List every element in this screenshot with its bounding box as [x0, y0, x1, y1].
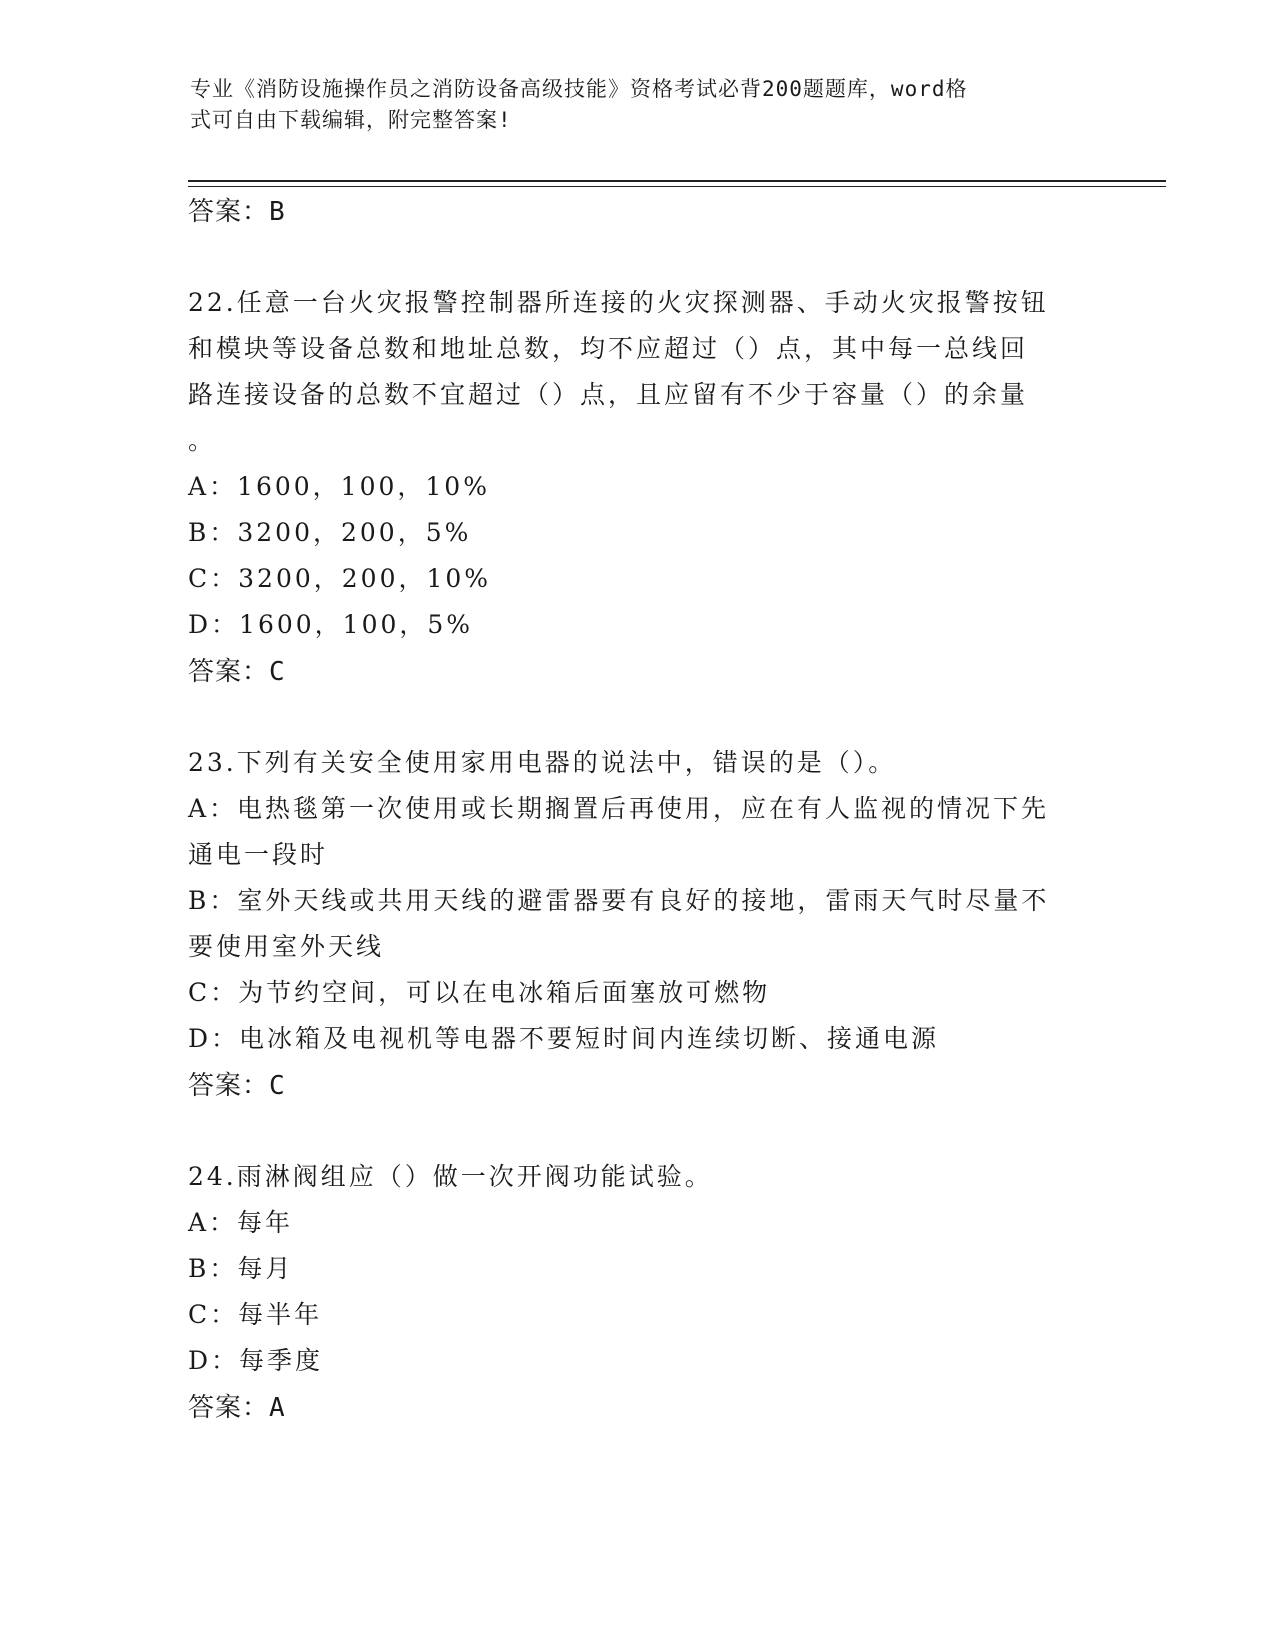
option — [188, 1246, 1088, 1292]
spacer — [188, 696, 1088, 740]
question-block — [188, 740, 1088, 1110]
question-list — [188, 188, 1088, 1432]
option — [188, 1200, 1088, 1246]
question-block — [188, 1154, 1088, 1432]
header-rule-thick — [188, 180, 1166, 182]
option-line: A：电热毯第一次使用或长期搁置后再使用，应在有人监视的情况下先 — [188, 794, 1050, 823]
option — [188, 510, 1088, 556]
answer-line: 答案：C — [188, 657, 286, 687]
answer-line: 答案：C — [188, 1071, 286, 1101]
option — [188, 1338, 1088, 1384]
option-line: D：1600，100，5% — [188, 610, 474, 639]
option — [188, 878, 1088, 970]
question-block — [188, 280, 1088, 696]
header-line-1: 专业《消防设施操作员之消防设备高级技能》资格考试必背200题题库，word格 — [190, 77, 968, 101]
option-line: A：1600，100，10% — [188, 472, 490, 501]
option — [188, 1016, 1088, 1062]
document-header — [190, 74, 1080, 136]
option-line: C：为节约空间，可以在电冰箱后面塞放可燃物 — [188, 978, 771, 1007]
question-stem-line: 和模块等设备总数和地址总数，均不应超过（）点，其中每一总线回 — [188, 334, 1029, 363]
question-stem-line: 路连接设备的总数不宜超过（）点，且应留有不少于容量（）的余量 — [188, 380, 1029, 409]
option — [188, 602, 1088, 648]
questions-container — [188, 280, 1088, 1432]
option — [188, 556, 1088, 602]
option-line: 要使用室外天线 — [188, 932, 385, 961]
option — [188, 970, 1088, 1016]
question-stem-line: 。 — [188, 426, 217, 455]
option-line: B：3200，200，5% — [188, 518, 472, 547]
option-line: A：每年 — [188, 1208, 294, 1237]
spacer — [188, 236, 1088, 280]
answer-line: 答案：A — [188, 1393, 286, 1423]
option-line: C：每半年 — [188, 1300, 323, 1329]
option-line: 通电一段时 — [188, 840, 329, 869]
question-stem-line: 22.任意一台火灾报警控制器所连接的火灾探测器、手动火灾报警按钮 — [188, 288, 1049, 317]
option — [188, 786, 1088, 878]
option — [188, 464, 1088, 510]
option-line: B：每月 — [188, 1254, 294, 1283]
header-line-2: 式可自由下载编辑，附完整答案! — [190, 108, 512, 132]
option-line: D：电冰箱及电视机等电器不要短时间内连续切断、接通电源 — [188, 1024, 940, 1053]
option — [188, 1292, 1088, 1338]
question-stem-line: 23.下列有关安全使用家用电器的说法中，错误的是（）。 — [188, 748, 897, 777]
spacer — [188, 1110, 1088, 1154]
question-stem-line: 24.雨淋阀组应（）做一次开阀功能试验。 — [188, 1162, 713, 1191]
option-line: D：每季度 — [188, 1346, 324, 1375]
previous-answer: 答案：B — [188, 197, 286, 227]
option-line: C：3200，200，10% — [188, 564, 492, 593]
option-line: B：室外天线或共用天线的避雷器要有良好的接地，雷雨天气时尽量不 — [188, 886, 1050, 915]
header-rule-thin — [188, 186, 1166, 187]
